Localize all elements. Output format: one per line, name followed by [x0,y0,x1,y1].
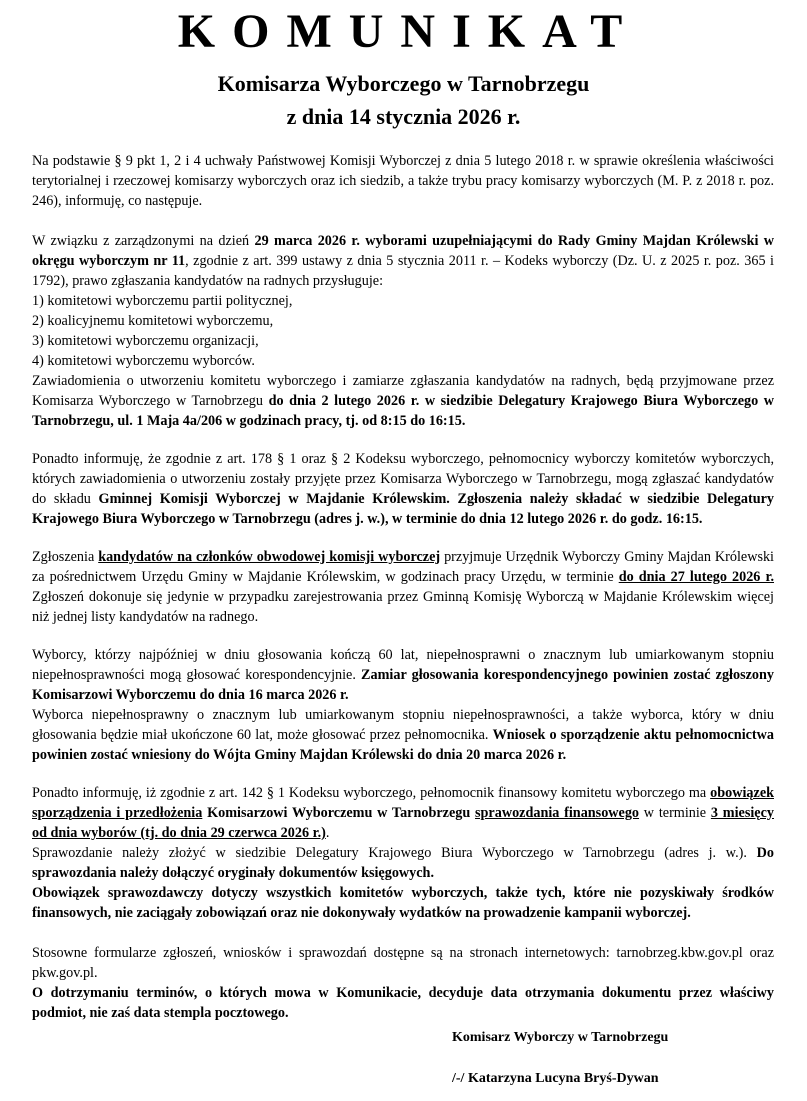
document-body [32,151,774,1023]
paragraph-legal-basis: Na podstawie § 9 pkt 1, 2 i 4 uchwały Państwowej Komisji Wyborczej z dnia 5 lutego 2018 r. w sprawie określenia właściwości terytorialnej i rzeczowej komisarzy wyborczych oraz ich siedzib, a także trybu pracy komisarzy wyborczych (M. P. z 2018 r. poz. 246), informuję, co następuje. [32,153,774,209]
text-span: W związku z zarządzonymi na dzień [32,233,255,249]
text-span: Zgłoszenia [32,549,99,565]
document-title: KOMUNIKAT [177,5,640,58]
bold-span: Wniosek o sporządzenie aktu pełnomocnictwa powinien zostać wniesiony do Wójta Gminy Majdan Królewski do dnia 20 marca 2026 r. [32,727,774,763]
bold-span: Gminnej Komisji Wyborczej w Majdanie Królewskim. Zgłoszenia należy składać w siedzibie Delegatury Krajowego Biura Wyborczego w Tarnobrzegu (adres j. w.), w terminie do dnia 12 lutego 2026 r. do godz. 16:15. [32,491,774,527]
bold-underline-span: 3 miesięcy od dnia wyborów (tj. do dnia 29 czerwca 2026 r.) [32,805,774,841]
paragraph-obwodowa-komisja [32,547,774,627]
text-span: Wyborca niepełnosprawny o znacznym lub umiarkowanym stopniu niepełnosprawności, a także wyborca, który w dniu głosowania będzie miał ukończone 60 lat, może głosować przez pełnomocnika. [32,707,774,743]
text-span: Wyborcy, którzy najpóźniej w dniu głosowania kończą 60 lat, niepełnosprawni o znacznym lub umiarkowanym stopniu niepełnosprawności mogą głosować korespondencyjnie. [32,647,774,683]
bold-span: 29 marca 2026 r. wyborami uzupełniającymi do Rady Gminy Majdan Królewski w okręgu wyborczym nr 11 [32,233,774,269]
signature-role: Komisarz Wyborczy w Tarnobrzegu [452,1030,669,1045]
paragraph-deadline-rule: O dotrzymaniu terminów, o których mowa w Komunikacie, decyduje data otrzymania dokumentu przez właściwy podmiot, nie zaś data stempla pocztowego. [32,985,774,1021]
text-span: Ponadto informuję, iż zgodnie z art. 142 § 1 Kodeksu wyborczego, pełnomocnik finansowy komitetu wyborczego ma [32,785,711,801]
text-span: Zawiadomienia o utworzeniu komitetu wyborczego i zamiarze zgłaszania kandydatów na radnych, będą przyjmowane przez Komisarza Wyborczego w Tarnobrzegu [32,373,774,409]
list-item: 2) koalicyjnemu komitetowi wyborczemu, [32,313,274,329]
text-span: Zgłoszeń dokonuje się jedynie w przypadku zarejestrowania przez Gminną Komisję Wyborczą w Majdanie Królewskim więcej niż jednej listy kandydatów na radnego. [32,589,774,625]
list-item: 3) komitetowi wyborczemu organizacji, [32,333,259,349]
bold-span: do dnia 2 lutego 2026 r. w siedzibie Delegatury Krajowego Biura Wyborczego w Tarnobrzegu, ul. 1 Maja 4a/206 w godzinach pracy, tj. od 8:15 do 16:15. [32,393,774,429]
paragraph-forms-info: Stosowne formularze zgłoszeń, wniosków i sprawozdań dostępne są na stronach internetowych: tarnobrzeg.kbw.gov.pl oraz pkw.gov.pl. [32,945,774,981]
text-span: w terminie [639,805,711,821]
paragraph-reporting-obligation: Obowiązek sprawozdawczy dotyczy wszystkich komitetów wyborczych, także tych, które nie pozyskiwały środków finansowych, nie zaciągały zobowiązań oraz nie dokonywały wydatków na prowadzenie kampanii wyborczej. [32,885,774,921]
list-item: 4) komitetowi wyborczemu wyborców. [32,353,255,369]
text-span: Ponadto informuję, że zgodnie z art. 178 § 1 oraz § 2 Kodeksu wyborczego, pełnomocnicy wyborczy komitetów wyborczych, których zawiadomienia o utworzeniu zostały przyjęte przez Komisarza Wyborczego w Tarnobrzegu, mogą zgłaszać kandydatów do składu [32,451,774,507]
signature-name: /-/ Katarzyna Lucyna Bryś-Dywan [452,1071,659,1086]
paragraph-election-announcement [32,231,774,291]
paragraph-committee-notification [32,371,774,431]
list-item: 1) komitetowi wyborczemu partii politycznej, [32,293,293,309]
bold-span: Do sprawozdania należy dołączyć oryginały dokumentów księgowych. [32,845,774,881]
bold-underline-span: kandydatów na członków obwodowej komisji wyborczej [98,549,441,565]
document-subtitle-issuer: Komisarza Wyborczego w Tarnobrzegu [217,71,590,96]
bold-underline-span: obowiązek sporządzenia i przedłożenia [32,785,774,821]
paragraph-postal-voting [32,645,774,705]
bold-underline-span: do dnia 27 lutego 2026 r. [618,569,774,585]
paragraph-gminna-komisja [32,449,774,529]
bold-span: Zamiar głosowania korespondencyjnego powinien zostać zgłoszony Komisarzowi Wyborczemu do dnia 16 marca 2026 r. [32,667,774,703]
text-span: , zgodnie z art. 399 ustawy z dnia 5 stycznia 2011 r. – Kodeks wyborczy (Dz. U. z 2025 r. poz. 365 i 1792), prawo zgłaszania kandydatów na radnych przysługuje: [32,253,774,289]
bold-underline-span: sprawozdania finansowego [475,805,640,821]
text-span: . [325,825,330,841]
document-subtitle-date: z dnia 14 stycznia 2026 r. [286,104,521,129]
bold-span: Komisarzowi Wyborczemu w Tarnobrzegu [202,805,476,821]
paragraph-proxy-voting [32,705,774,765]
paragraph-report-submission [32,843,774,883]
paragraph-financial-report [32,783,774,843]
text-span: Sprawozdanie należy złożyć w siedzibie Delegatury Krajowego Biura Wyborczego w Tarnobrzegu (adres j. w.). [32,845,757,861]
text-span: przyjmuje Urzędnik Wyborczy Gminy Majdan Królewski za pośrednictwem Urzędu Gminy w Majdanie Królewskim, w godzinach pracy Urzędu, w terminie [32,549,774,585]
